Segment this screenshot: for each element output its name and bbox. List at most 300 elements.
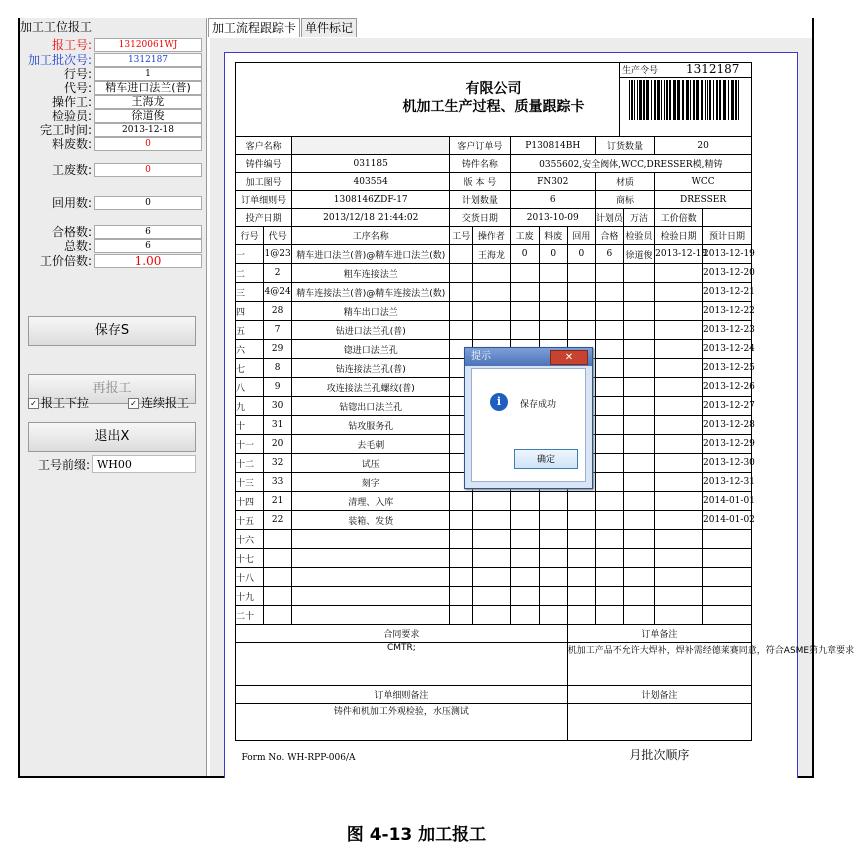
table-cell	[450, 245, 473, 264]
table-cell: 2014-01-01	[703, 492, 752, 511]
table-cell: 2013-12-24	[703, 340, 752, 359]
table-cell: 1308146ZDF-17	[292, 191, 450, 209]
barcode-bar	[654, 80, 656, 120]
barcode-bar	[723, 80, 726, 120]
table-cell	[473, 606, 510, 625]
table-cell: 2013-12-29	[703, 435, 752, 454]
field-value[interactable]: 1312187	[94, 53, 202, 67]
field-value[interactable]: 0	[94, 137, 202, 151]
table-cell: 工价倍数	[655, 209, 703, 227]
table-cell	[623, 530, 654, 549]
table-cell	[264, 549, 292, 568]
field-value[interactable]: 6	[94, 239, 202, 253]
table-cell	[595, 321, 623, 340]
table-row	[236, 606, 752, 625]
table-cell: 清理、入库	[292, 492, 450, 511]
order-box	[619, 62, 752, 78]
field-value[interactable]: 0	[94, 196, 202, 210]
table-cell: 2013-12-21	[703, 283, 752, 302]
table-cell: 十三	[236, 473, 264, 492]
table-cell	[510, 264, 539, 283]
column-header: 回用	[567, 227, 595, 245]
table-cell: 29	[264, 340, 292, 359]
report-panel	[20, 18, 207, 776]
tab-single-mark[interactable]: 单件标记	[301, 18, 357, 37]
table-cell: 材质	[595, 173, 654, 191]
table-cell	[264, 587, 292, 606]
barcode-bar	[686, 80, 689, 120]
table-cell	[567, 321, 595, 340]
table-cell	[473, 321, 510, 340]
table-cell	[567, 511, 595, 530]
table-cell	[703, 530, 752, 549]
barcode-bar	[716, 80, 718, 120]
tab-process-card[interactable]: 加工流程跟踪卡	[208, 18, 300, 37]
table-cell	[539, 511, 567, 530]
field-label: 料废数:	[51, 137, 92, 151]
barcode-bar	[637, 80, 638, 120]
table-cell: 精车连接法兰(普)@精车连接法兰(数)	[292, 283, 450, 302]
table-cell	[595, 568, 623, 587]
table-cell	[623, 568, 654, 587]
table-cell: 2013-12-31	[703, 473, 752, 492]
barcode-bar	[690, 80, 691, 120]
table-cell: 投产日期	[236, 209, 292, 227]
table-cell	[473, 283, 510, 302]
field-value[interactable]: 2013-12-18	[94, 123, 202, 137]
exit-button[interactable]: 退出X	[28, 422, 196, 452]
company-name: 有限公司	[465, 81, 522, 97]
table-cell	[567, 302, 595, 321]
dropdown-checkbox[interactable]	[28, 394, 89, 411]
info-row	[236, 137, 752, 155]
table-cell	[623, 397, 654, 416]
barcode-bar	[669, 80, 671, 120]
table-cell: 锪进口法兰孔	[292, 340, 450, 359]
note-label: 合同要求	[236, 625, 568, 643]
table-cell: 2013-12-28	[703, 416, 752, 435]
table-cell	[595, 283, 623, 302]
table-cell: 403554	[292, 173, 450, 191]
barcode-icon	[627, 80, 743, 120]
table-cell	[623, 283, 654, 302]
field-value[interactable]: 徐道俊	[94, 109, 202, 123]
column-header: 工号	[450, 227, 473, 245]
table-cell	[595, 435, 623, 454]
table-cell: 31	[264, 416, 292, 435]
table-cell: 订单细则号	[236, 191, 292, 209]
note-value: 机加工产品不允许大焊补，焊补需经德莱赛同意，符合ASME第九章要求	[567, 643, 751, 686]
note-value: 铸件和机加工外观检验，水压测试	[236, 704, 568, 741]
barcode-bar	[664, 80, 665, 120]
field-value[interactable]: 精车进口法兰(普)	[94, 81, 202, 95]
table-cell	[473, 264, 510, 283]
save-button[interactable]: 保存S	[28, 316, 196, 346]
check-icon: ✓	[28, 398, 39, 409]
field-label: 总数:	[63, 239, 92, 253]
table-cell: 十二	[236, 454, 264, 473]
field-value[interactable]: 0	[94, 163, 202, 177]
note-label: 计划备注	[567, 686, 751, 704]
table-cell	[623, 378, 654, 397]
table-cell: 版 本 号	[450, 173, 510, 191]
table-cell	[595, 302, 623, 321]
table-cell: 商标	[595, 191, 654, 209]
dialog-message: 保存成功	[520, 400, 557, 410]
table-cell	[623, 454, 654, 473]
table-cell: 0355602,安全阀体,WCC,DRESSER模,精铸	[510, 155, 751, 173]
figure-caption: 图 4-13 加工报工	[346, 825, 487, 845]
field-label: 完工时间:	[39, 123, 92, 137]
table-cell: 十八	[236, 568, 264, 587]
table-cell	[450, 321, 473, 340]
note-value: CMTR;	[236, 643, 568, 686]
table-cell: 7	[264, 321, 292, 340]
table-cell	[510, 492, 539, 511]
table-cell: 客户订单号	[450, 137, 510, 155]
table-cell: 28	[264, 302, 292, 321]
table-cell: 2013-12-19	[703, 245, 752, 264]
table-cell: 9	[264, 378, 292, 397]
table-cell	[567, 606, 595, 625]
table-cell	[595, 416, 623, 435]
table-cell: 32	[264, 454, 292, 473]
table-cell	[623, 492, 654, 511]
field-value[interactable]: 王海龙	[94, 95, 202, 109]
table-cell	[655, 264, 703, 283]
table-cell	[623, 549, 654, 568]
table-cell: 精车进口法兰(普)@精车进口法兰(数)	[292, 245, 450, 264]
card-title: 机加工生产过程、质量跟踪卡	[402, 99, 585, 115]
table-cell	[473, 302, 510, 321]
table-cell	[595, 359, 623, 378]
table-cell: 装箱、发货	[292, 511, 450, 530]
table-row	[236, 283, 752, 302]
table-cell: 2013-12-25	[703, 359, 752, 378]
barcode-bar	[696, 80, 699, 120]
note-row	[236, 704, 752, 741]
table-cell	[539, 587, 567, 606]
barcode-bar	[643, 80, 645, 120]
barcode-bar	[705, 80, 706, 120]
table-cell	[595, 492, 623, 511]
table-cell: 2013-12-22	[703, 302, 752, 321]
table-cell	[595, 511, 623, 530]
info-row	[236, 155, 752, 173]
table-cell	[567, 283, 595, 302]
table-cell	[595, 264, 623, 283]
table-cell	[655, 511, 703, 530]
table-cell	[655, 302, 703, 321]
table-cell: 六	[236, 340, 264, 359]
table-cell	[539, 283, 567, 302]
table-cell	[567, 264, 595, 283]
table-cell	[473, 530, 510, 549]
table-cell: 2	[264, 264, 292, 283]
ok-button[interactable]: 确定	[514, 449, 578, 469]
barcode-bar	[682, 80, 684, 120]
table-cell	[473, 587, 510, 606]
field-label: 合格数:	[51, 225, 92, 239]
table-cell: 031185	[292, 155, 450, 173]
table-cell	[450, 264, 473, 283]
table-cell	[539, 321, 567, 340]
check-icon: ✓	[128, 398, 139, 409]
table-cell	[510, 321, 539, 340]
barcode-bar	[629, 80, 630, 120]
column-header-row	[236, 227, 752, 245]
table-cell	[539, 568, 567, 587]
table-cell: 0	[510, 245, 539, 264]
table-cell	[655, 454, 703, 473]
note-value	[567, 704, 751, 741]
panel-title: 加工工位报工	[20, 20, 93, 34]
barcode-bar	[661, 80, 662, 120]
table-cell: 2013-12-26	[703, 378, 752, 397]
table-cell: 2013/12/18 21:44:02	[292, 209, 450, 227]
table-cell: 粗车连接法兰	[292, 264, 450, 283]
table-cell: 2013-12-18	[655, 245, 703, 264]
table-cell: 33	[264, 473, 292, 492]
barcode-bar	[646, 80, 649, 120]
table-cell	[623, 606, 654, 625]
table-cell: 6	[510, 191, 595, 209]
table-cell	[703, 587, 752, 606]
table-cell	[623, 511, 654, 530]
field-label: 工废数:	[51, 163, 92, 177]
field-label: 报工号:	[51, 38, 92, 52]
table-cell	[510, 549, 539, 568]
barcode-bar	[631, 80, 633, 120]
table-row	[236, 549, 752, 568]
table-cell	[510, 511, 539, 530]
table-cell	[595, 378, 623, 397]
table-cell	[539, 302, 567, 321]
close-icon[interactable]: ✕	[550, 350, 588, 365]
table-row	[236, 587, 752, 606]
column-header: 检验日期	[655, 227, 703, 245]
table-cell	[473, 568, 510, 587]
note-label: 订单备注	[567, 625, 751, 643]
table-cell: 0	[567, 245, 595, 264]
barcode-bar	[693, 80, 695, 120]
barcode-bar	[709, 80, 711, 120]
table-cell: 22	[264, 511, 292, 530]
table-cell: 计划数量	[450, 191, 510, 209]
table-cell: 攻连接法兰孔螺纹(普)	[292, 378, 450, 397]
field-label: 加工批次号:	[27, 53, 92, 67]
table-row	[236, 511, 752, 530]
table-cell: 钻锪出口法兰孔	[292, 397, 450, 416]
dialog-titlebar	[465, 348, 592, 366]
table-cell	[655, 283, 703, 302]
barcode-bar	[731, 80, 734, 120]
table-cell: 三	[236, 283, 264, 302]
table-row	[236, 245, 752, 264]
order-label: 生产令号	[622, 66, 659, 76]
table-cell	[539, 264, 567, 283]
table-cell	[595, 454, 623, 473]
table-cell	[623, 473, 654, 492]
column-header: 预计日期	[703, 227, 752, 245]
table-cell	[292, 530, 450, 549]
info-row	[236, 209, 752, 227]
table-cell	[655, 321, 703, 340]
dialog-title: 提示	[471, 351, 491, 362]
note-label-row	[236, 686, 752, 704]
table-cell: 8	[264, 359, 292, 378]
table-row	[236, 568, 752, 587]
table-cell	[450, 606, 473, 625]
table-cell: 十六	[236, 530, 264, 549]
table-cell	[567, 530, 595, 549]
info-row	[236, 173, 752, 191]
table-cell	[473, 549, 510, 568]
table-cell	[567, 549, 595, 568]
barcode-bar	[719, 80, 721, 120]
field-label: 操作工:	[51, 95, 92, 109]
table-cell: 订货数量	[595, 137, 654, 155]
column-header: 工废	[510, 227, 539, 245]
table-cell	[703, 568, 752, 587]
table-cell	[655, 416, 703, 435]
column-header: 工序名称	[292, 227, 450, 245]
table-cell: FN302	[510, 173, 595, 191]
table-cell	[595, 549, 623, 568]
table-cell: 30	[264, 397, 292, 416]
barcode-bar	[677, 80, 680, 120]
table-cell	[292, 549, 450, 568]
table-cell: 十一	[236, 435, 264, 454]
table-cell	[623, 416, 654, 435]
table-cell	[655, 359, 703, 378]
table-cell	[292, 137, 450, 155]
table-cell: 2013-12-23	[703, 321, 752, 340]
column-header: 合格	[595, 227, 623, 245]
table-cell	[473, 511, 510, 530]
table-cell	[450, 302, 473, 321]
prefix-input[interactable]: WH00	[92, 455, 196, 473]
table-cell	[510, 283, 539, 302]
field-value[interactable]: 13120061WJ	[94, 38, 202, 52]
table-cell	[623, 264, 654, 283]
barcode-bar	[673, 80, 676, 120]
table-cell: 铸件名称	[450, 155, 510, 173]
table-cell: 十	[236, 416, 264, 435]
table-cell	[510, 606, 539, 625]
table-cell	[595, 397, 623, 416]
field-value[interactable]: 1.00	[94, 254, 202, 268]
info-row	[236, 191, 752, 209]
dropdown-checkbox-label: 报工下拉	[41, 396, 90, 410]
barcode-bar	[707, 80, 708, 120]
table-cell	[623, 321, 654, 340]
table-row	[236, 302, 752, 321]
table-cell: 客户名称	[236, 137, 292, 155]
table-cell: 十七	[236, 549, 264, 568]
field-value[interactable]: 1	[94, 67, 202, 81]
table-cell: 九	[236, 397, 264, 416]
table-cell	[623, 359, 654, 378]
table-cell: 王海龙	[473, 245, 510, 264]
table-cell	[292, 587, 450, 606]
table-cell: 1@23	[264, 245, 292, 264]
table-cell: 0	[539, 245, 567, 264]
table-cell: 徐道俊	[623, 245, 654, 264]
table-cell: 钻攻服务孔	[292, 416, 450, 435]
form-number: Form No. WH-RPP-006/A	[241, 753, 356, 763]
table-cell	[450, 587, 473, 606]
table-cell: 二	[236, 264, 264, 283]
barcode-bar	[735, 80, 737, 120]
order-number: 1312187	[686, 62, 740, 76]
table-cell	[655, 492, 703, 511]
table-cell: 4@24	[264, 283, 292, 302]
table-cell	[595, 587, 623, 606]
table-cell	[655, 606, 703, 625]
table-cell: 2013-12-30	[703, 454, 752, 473]
table-cell	[510, 530, 539, 549]
barcode-bar	[728, 80, 729, 120]
table-cell	[655, 549, 703, 568]
table-cell: 去毛刺	[292, 435, 450, 454]
table-cell: 21	[264, 492, 292, 511]
barcode-bar	[651, 80, 652, 120]
barcode-bar	[713, 80, 714, 120]
field-label: 回用数:	[51, 196, 92, 210]
column-header: 料废	[539, 227, 567, 245]
table-cell	[595, 606, 623, 625]
table-cell	[655, 568, 703, 587]
table-cell	[264, 606, 292, 625]
continuous-checkbox[interactable]	[128, 394, 189, 411]
table-cell	[450, 283, 473, 302]
table-cell	[539, 530, 567, 549]
table-cell	[567, 568, 595, 587]
table-cell	[510, 587, 539, 606]
table-cell	[623, 587, 654, 606]
table-cell: 钻连接法兰孔(普)	[292, 359, 450, 378]
table-cell	[539, 492, 567, 511]
table-cell	[510, 302, 539, 321]
field-label: 行号:	[63, 67, 92, 81]
note-label: 订单细则备注	[236, 686, 568, 704]
tab-bar	[208, 18, 358, 38]
field-label: 代号:	[63, 81, 92, 95]
table-cell: 钻进口法兰孔(普)	[292, 321, 450, 340]
footer-row	[236, 741, 752, 764]
rereport-button[interactable]: 再报工	[28, 374, 196, 404]
table-cell	[292, 606, 450, 625]
table-cell: 十五	[236, 511, 264, 530]
table-cell	[595, 340, 623, 359]
table-cell	[595, 473, 623, 492]
table-cell: 一	[236, 245, 264, 264]
barcode-bar	[666, 80, 668, 120]
table-cell	[264, 530, 292, 549]
table-cell: 2013-10-09	[510, 209, 595, 227]
barcode-bar	[639, 80, 642, 120]
table-cell: 计划员	[595, 209, 623, 227]
table-cell: WCC	[655, 173, 752, 191]
table-cell	[450, 492, 473, 511]
table-cell	[539, 606, 567, 625]
field-value[interactable]: 6	[94, 225, 202, 239]
table-cell: 2014-01-02	[703, 511, 752, 530]
table-cell: 20	[264, 435, 292, 454]
barcode-bar	[701, 80, 703, 120]
table-cell: 精车出口法兰	[292, 302, 450, 321]
